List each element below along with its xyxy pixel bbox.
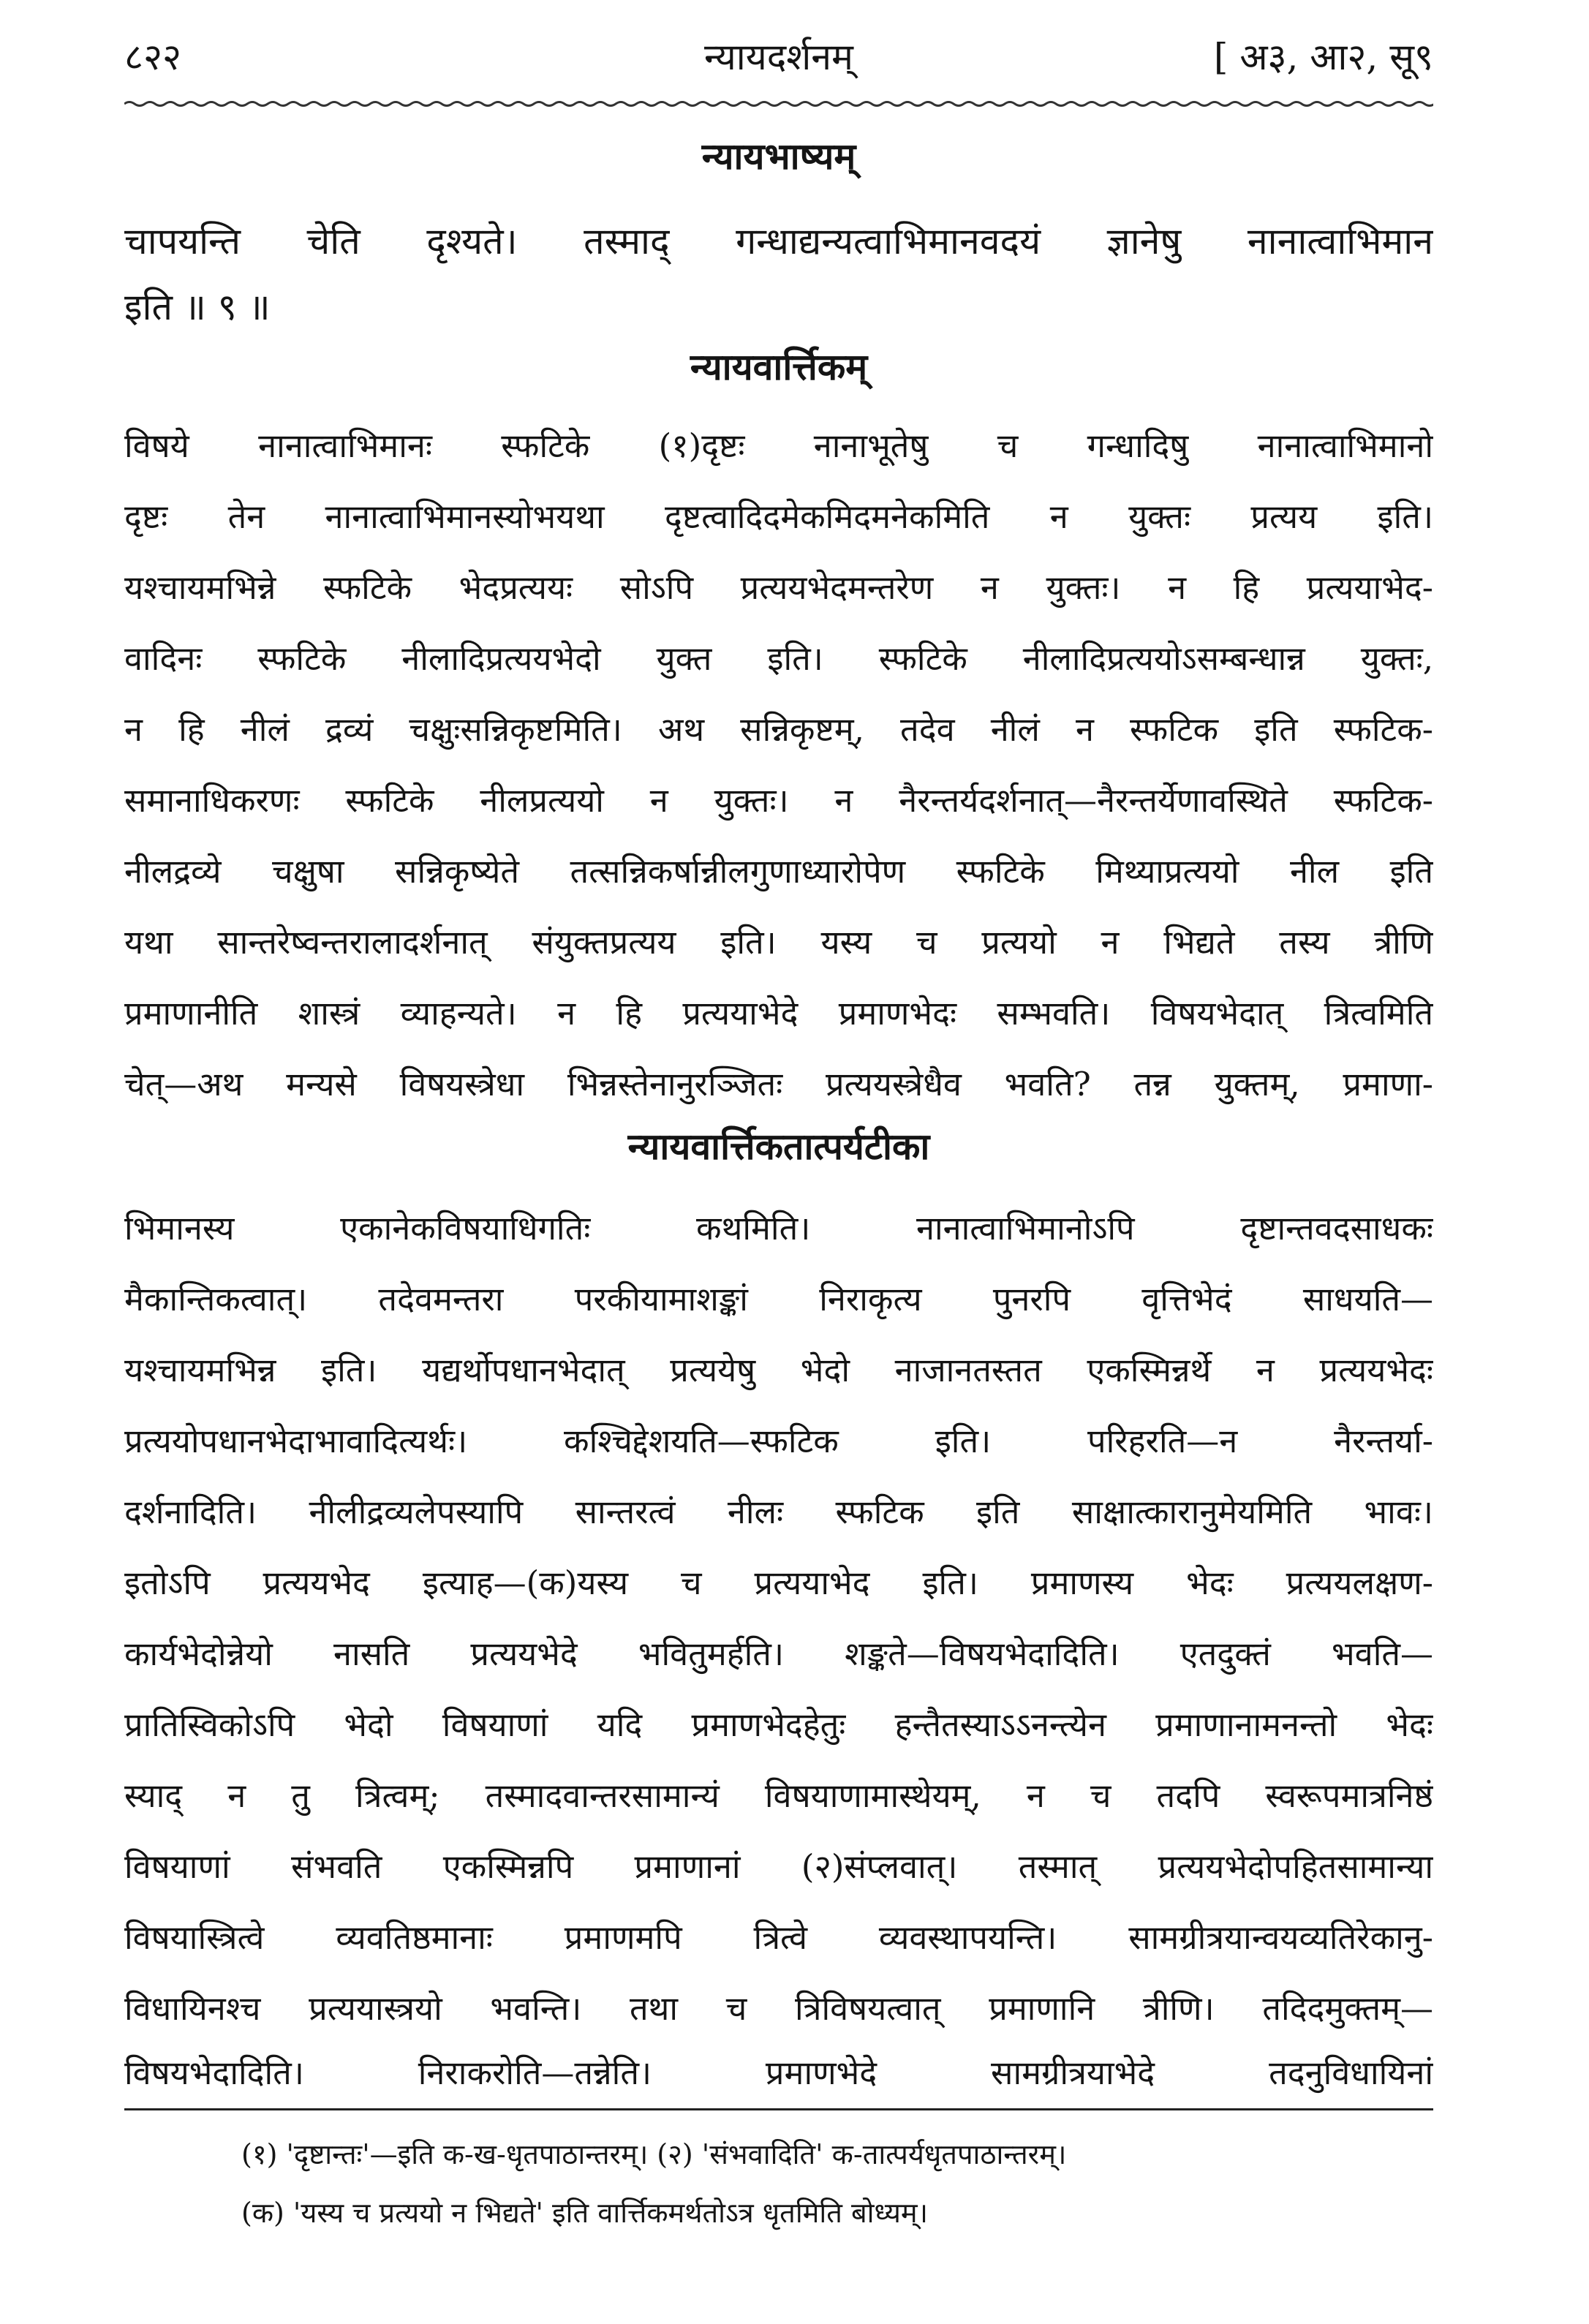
vartika-line: वादिनः स्फटिके नीलादिप्रत्ययभेदो युक्त इति। स्फटिके नीलादिप्रत्ययोऽसम्बन्धान्न युक्तः, <box>124 639 1433 678</box>
footnote-divider <box>124 2108 1433 2110</box>
tika-line: प्रत्ययोपधानभेदाभावादित्यर्थः। कश्चिद्देशयति—स्फटिक इति। परिहरति—न नैरन्तर्या- <box>124 1422 1433 1460</box>
tika-line: विधायिनश्च प्रत्ययास्त्रयो भवन्ति। तथा च त्रिविषयत्वात् प्रमाणानि त्रीणि। तदिदमुक्तम्— <box>124 1989 1433 2028</box>
vartika-line: नीलद्रव्ये चक्षुषा सन्निकृष्येते तत्सन्निकर्षान्नीलगुणाध्यारोपेण स्फटिके मिथ्याप्रत्ययो नील इति <box>124 852 1433 891</box>
tika-line: दर्शनादिति। नीलीद्रव्यलेपस्यापि सान्तरत्वं नीलः स्फटिक इति साक्षात्कारानुमेयमिति भावः। <box>124 1493 1433 1531</box>
bhashya-heading: न्यायभाष्यम् <box>701 135 856 178</box>
tika-line: कार्यभेदोन्नेयो नासति प्रत्ययभेदे भवितुमर्हति। शङ्कते—विषयभेदादिति। एतदुक्तं भवति— <box>124 1634 1433 1673</box>
bhashya-line: इति ॥ ९ ॥ <box>124 286 271 328</box>
vartika-line: दृष्टः तेन नानात्वाभिमानस्योभयथा दृष्टत्वादिदमेकमिदमनेकमिति न युक्तः प्रत्यय इति। <box>124 497 1433 536</box>
tika-line: प्रातिस्विकोऽपि भेदो विषयाणां यदि प्रमाणभेदहेतुः हन्तैतस्याऽऽनन्त्येन प्रमाणानामनन्तो भेदः <box>124 1705 1433 1744</box>
tika-line: विषयभेदादिति। निराकरोति—तन्नेति। प्रमाणभेदे सामग्रीत्रयाभेदे तदनुविधायिनां <box>124 2053 1433 2092</box>
vartika-line: चेत्—अथ मन्यसे विषयस्त्रेधा भिन्नस्तेनानुरञ्जितः प्रत्ययस्त्रेधैव भवति? तन्न युक्तम्, प्रमाणा- <box>124 1065 1433 1103</box>
tika-line: यश्चायमभिन्न इति। यद्यर्थोपधानभेदात् प्रत्ययेषु भेदो नाजानतस्तत एकस्मिन्नर्थे न प्रत्ययभेदः <box>124 1351 1433 1389</box>
wavy-header-rule <box>124 94 1433 114</box>
tika-line: स्याद् न तु त्रित्वम्; तस्मादवान्तरसामान्यं विषयाणामास्थेयम्, न च तदपि स्वरूपमात्रनिष्ठं <box>124 1776 1433 1815</box>
section-reference: [ अ३, आ२, सू९ <box>1213 36 1433 78</box>
page-number: ८२२ <box>124 36 181 78</box>
vartika-heading: न्यायवार्त्तिकम् <box>690 345 868 388</box>
vartika-line: प्रमाणानीति शास्त्रं व्याहन्यते। न हि प्रत्ययाभेदे प्रमाणभेदः सम्भवति। विषयभेदात् त्रित्वमिति <box>124 994 1433 1033</box>
tika-heading: न्यायवार्त्तिकतात्पर्यटीका <box>627 1125 930 1168</box>
vartika-line: न हि नीलं द्रव्यं चक्षुःसन्निकृष्टमिति। अथ सन्निकृष्टम्, तदेव नीलं न स्फटिक इति स्फटिक- <box>124 710 1433 749</box>
page-header <box>124 29 1433 88</box>
tika-line: विषयास्त्रित्वे व्यवतिष्ठमानाः प्रमाणमपि त्रित्वे व्यवस्थापयन्ति। सामग्रीत्रयान्वयव्यतिरेकानु- <box>124 1918 1433 1957</box>
tika-line: विषयाणां संभवति एकस्मिन्नपि प्रमाणानां (२)संप्लवात्। तस्मात् प्रत्ययभेदोपहितसामान्या <box>124 1847 1433 1886</box>
footnote: (१) 'दृष्टान्तः'—इति क-ख-धृतपाठान्तरम्। (२) 'संभवादिति' क-तात्पर्यधृतपाठान्तरम्। <box>241 2138 1067 2170</box>
tika-line: मैकान्तिकत्वात्। तदेवमन्तरा परकीयामाशङ्कां निराकृत्य पुनरपि वृत्तिभेदं साधयति— <box>124 1280 1433 1318</box>
tika-line: इतोऽपि प्रत्ययभेद इत्याह—(क)यस्य च प्रत्ययाभेद इति। प्रमाणस्य भेदः प्रत्ययलक्षण- <box>124 1563 1433 1602</box>
vartika-line: यश्चायमभिन्ने स्फटिके भेदप्रत्ययः सोऽपि प्रत्ययभेदमन्तरेण न युक्तः। न हि प्रत्ययाभेद- <box>124 568 1433 607</box>
vartika-line: यथा सान्तरेष्वन्तरालादर्शनात् संयुक्तप्रत्यय इति। यस्य च प्रत्ययो न भिद्यते तस्य त्रीणि <box>124 923 1433 962</box>
bhashya-line: चापयन्ति चेति दृश्यते। तस्माद् गन्धाद्यन्यत्वाभिमानवदयं ज्ञानेषु नानात्वाभिमान <box>124 220 1433 263</box>
running-title: न्यायदर्शनम् <box>704 36 853 78</box>
vartika-line: विषये नानात्वाभिमानः स्फटिके (१)दृष्टः नानाभूतेषु च गन्धादिषु नानात्वाभिमानो <box>124 426 1433 465</box>
footnote: (क) 'यस्य च प्रत्ययो न भिद्यते' इति वार्त्तिकमर्थतोऽत्र धृतमिति बोध्यम्। <box>241 2197 928 2229</box>
tika-line: भिमानस्य एकानेकविषयाधिगतिः कथमिति। नानात्वाभिमानोऽपि दृष्टान्तवदसाधकः <box>124 1209 1433 1248</box>
vartika-line: समानाधिकरणः स्फटिके नीलप्रत्ययो न युक्तः। न नैरन्तर्यदर्शनात्—नैरन्तर्येणावस्थिते स्फटिक- <box>124 781 1433 820</box>
